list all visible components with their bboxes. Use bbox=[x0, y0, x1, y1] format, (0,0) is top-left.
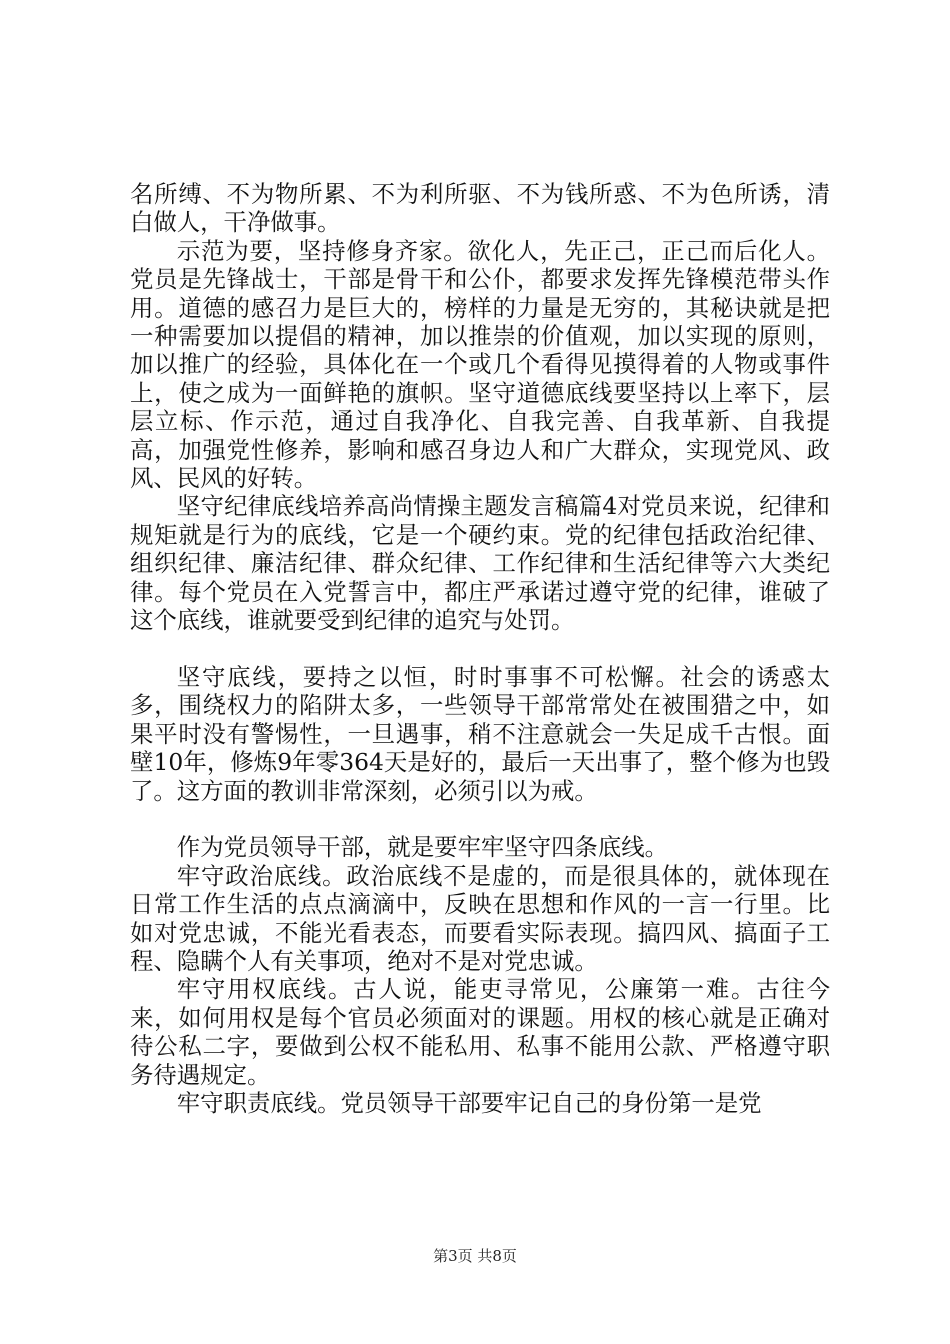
paragraph-1: 名所缚、不为物所累、不为利所驱、不为钱所惑、不为色所诱，清白做人，干净做事。 bbox=[130, 180, 830, 237]
paragraph-3: 坚守纪律底线培养高尚情操主题发言稿篇4对党员来说，纪律和规矩就是行为的底线，它是一个硬约束。党的纪律包括政治纪律、组织纪律、廉洁纪律、群众纪律、工作纪律和生活纪律等六大类纪律。每个党员在入党誓言中，都庄严承诺过遵守党的纪律，谁破了这个底线，谁就要受到纪律的追究与处罚。 bbox=[130, 492, 830, 635]
paragraph-6: 牢守政治底线。政治底线不是虚的，而是很具体的，就体现在日常工作生活的点点滴滴中，反映在思想和作风的一言一行里。比如对党忠诚，不能光看表态，而要看实际表现。搞四风、搞面子工程、隐瞒个人有关事项，绝对不是对党忠诚。 bbox=[130, 861, 830, 975]
paragraph-gap bbox=[130, 635, 830, 663]
document-body bbox=[130, 180, 830, 1117]
page-footer: 第3页 共8页 bbox=[433, 1247, 517, 1265]
paragraph-2: 示范为要，坚持修身齐家。欲化人，先正己，正己而后化人。党员是先锋战士，干部是骨干和公仆，都要求发挥先锋模范带头作用。道德的感召力是巨大的，榜样的力量是无穷的，其秘诀就是把一种需要加以提倡的精神，加以推崇的价值观，加以实现的原则，加以推广的经验，具体化在一个或几个看得见摸得着的人物或事件上，使之成为一面鲜艳的旗帜。坚守道德底线要坚持以上率下，层层立标、作示范，通过自我净化、自我完善、自我革新、自我提高，加强党性修养，影响和感召身边人和广大群众，实现党风、政风、民风的好转。 bbox=[130, 236, 830, 493]
paragraph-gap bbox=[130, 805, 830, 833]
paragraph-5: 作为党员领导干部，就是要牢牢坚守四条底线。 bbox=[176, 833, 668, 862]
paragraph-7: 牢守用权底线。古人说，能吏寻常见，公廉第一难。古往今来，如何用权是每个官员必须面对的课题。用权的核心就是正确对待公私二字，要做到公权不能私用、私事不能用公款、严格遵守职务待遇规定。 bbox=[130, 975, 830, 1089]
paragraph-8: 牢守职责底线。党员领导干部要牢记自己的身份第一是党 bbox=[176, 1088, 762, 1117]
paragraph-4: 坚守底线，要持之以恒，时时事事不可松懈。社会的诱惑太多，围绕权力的陷阱太多，一些领导干部常常处在被围猎之中，如果平时没有警惕性，一旦遇事，稍不注意就会一失足成千古恨。面壁10年，修炼9年零364天是好的，最后一天出事了，整个修为也毁了。这方面的教训非常深刻，必须引以为戒。 bbox=[130, 662, 830, 805]
